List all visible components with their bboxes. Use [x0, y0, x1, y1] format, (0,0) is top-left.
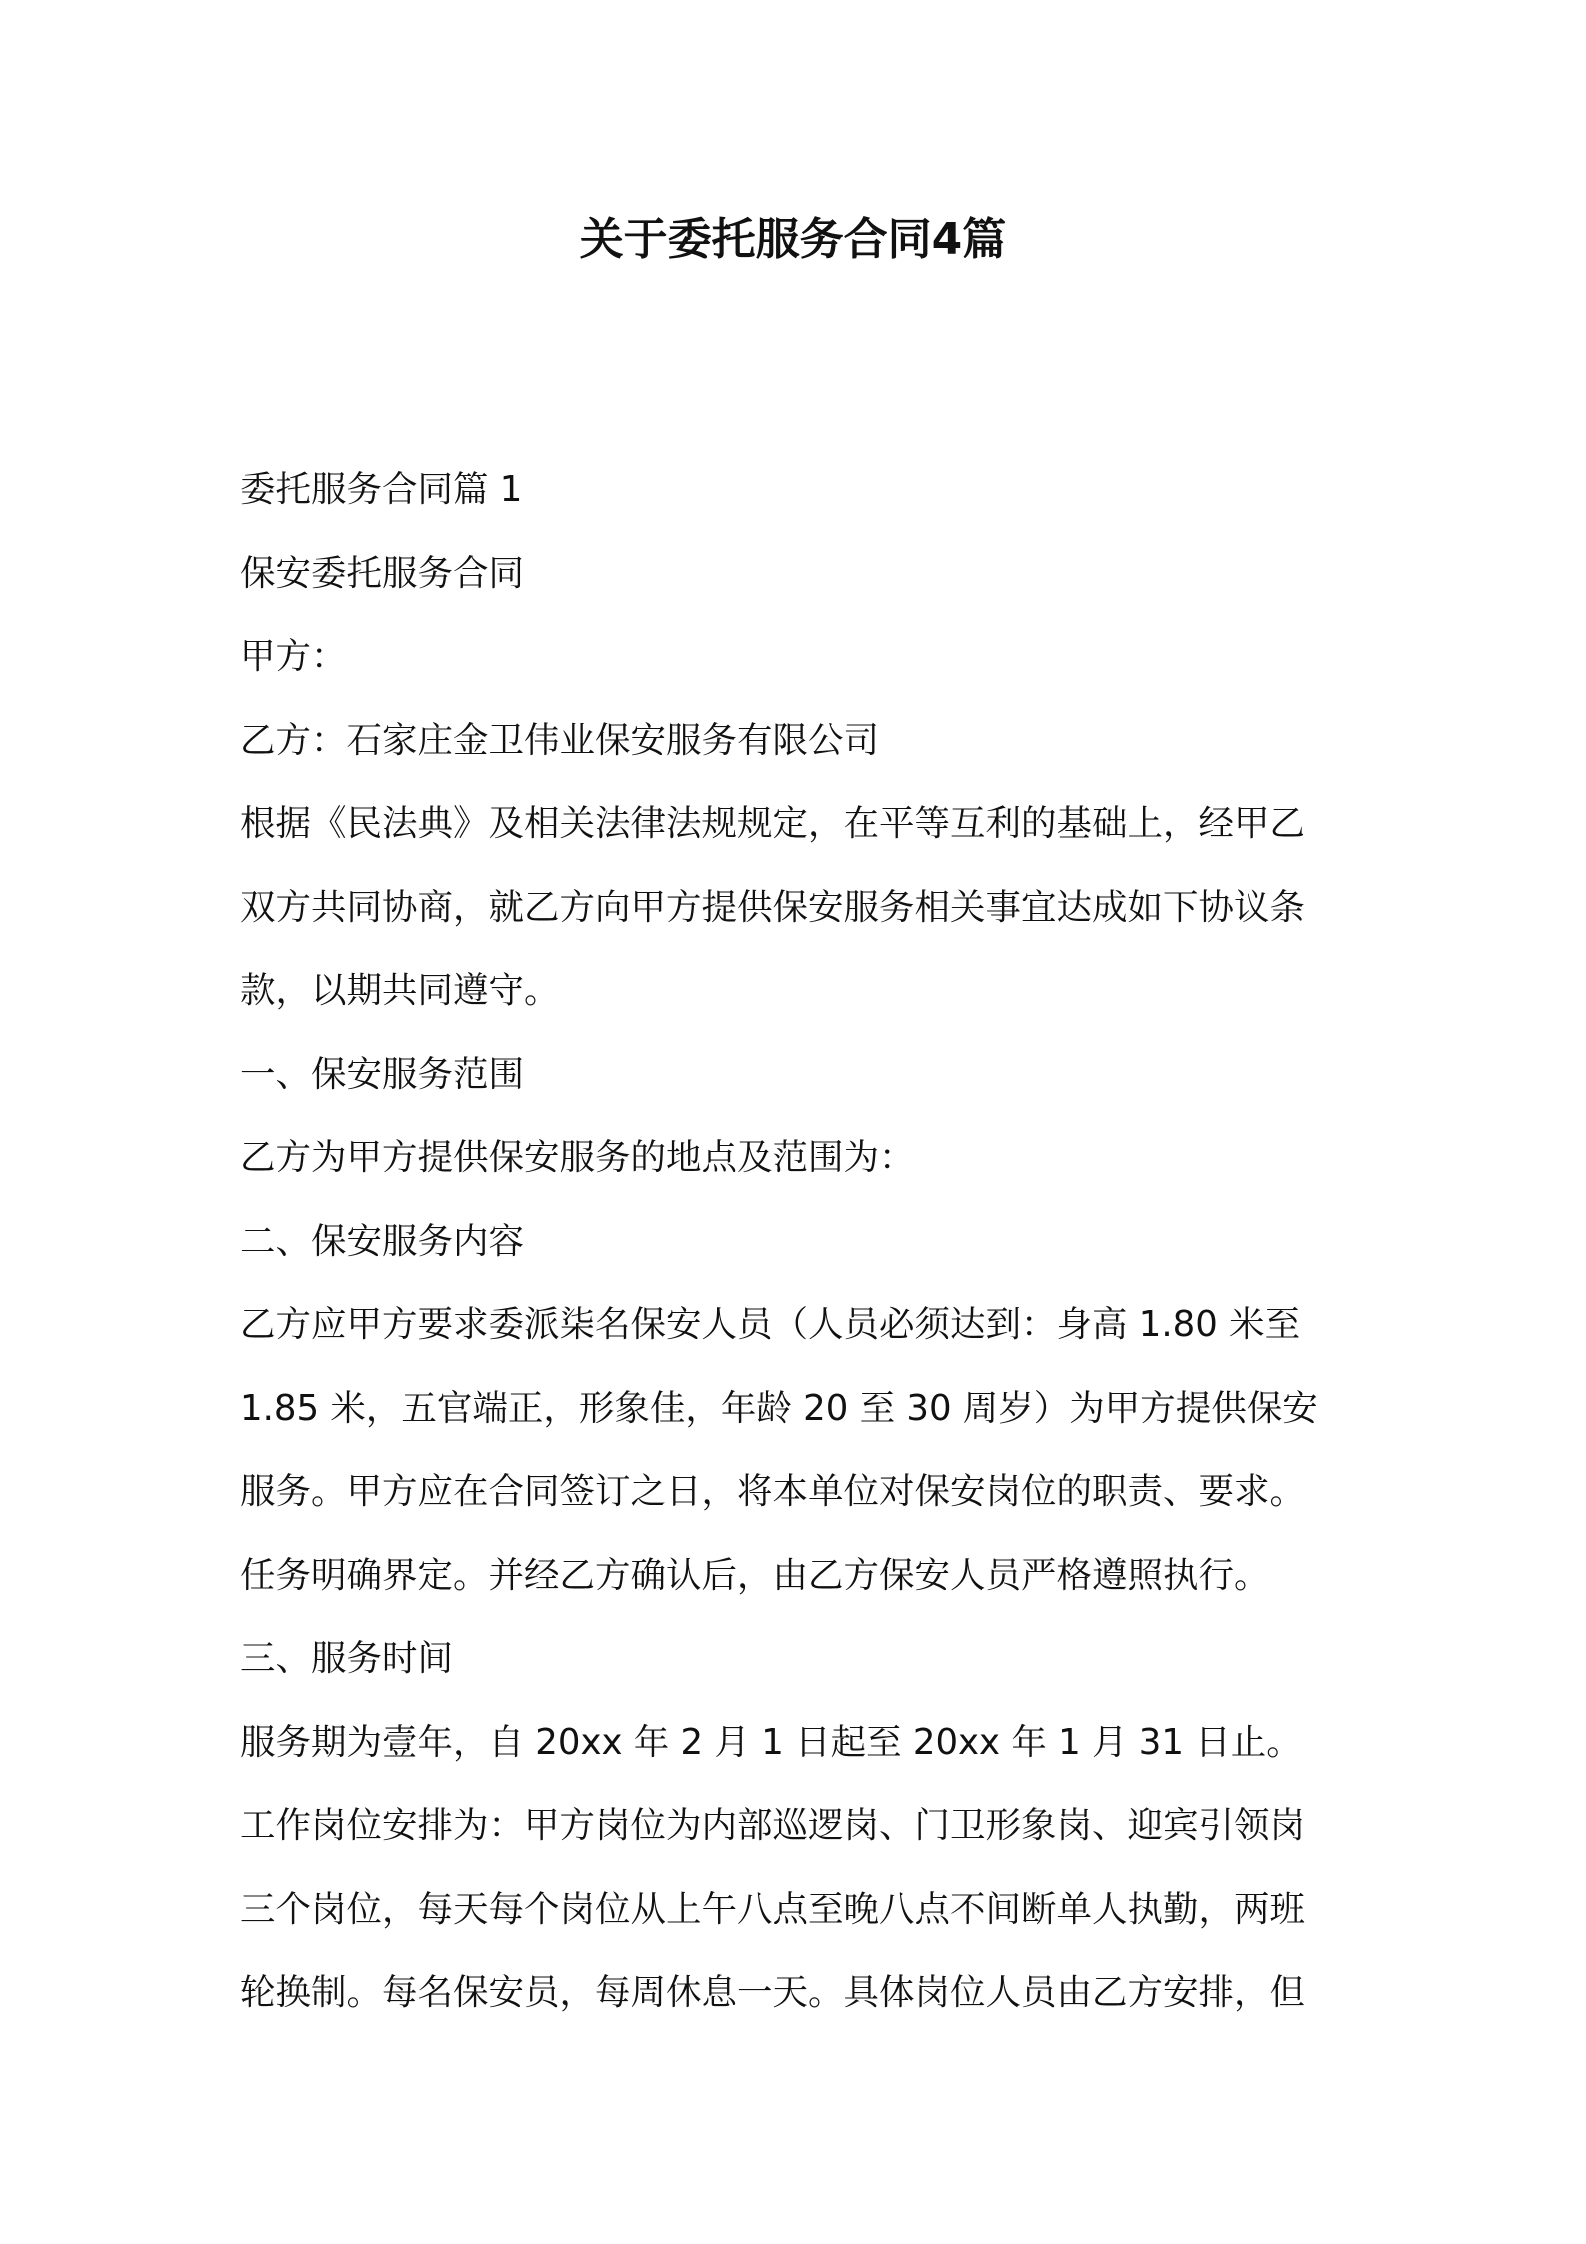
body-line: 双方共同协商，就乙方向甲方提供保安服务相关事宜达成如下协议条	[240, 886, 1306, 928]
body-line: 款，以期共同遵守。	[240, 970, 560, 1011]
party-b-line: 乙方：石家庄金卫伟业保安服务有限公司	[240, 719, 880, 761]
document-body	[240, 448, 1350, 2035]
clause-heading: 一、保安服务范围	[240, 1053, 525, 1095]
body-line: 服务期为壹年，自 20xx 年 2 月 1 日起至 20xx 年 1 月 31 日止。	[240, 1721, 1302, 1763]
body-line: 轮换制。每名保安员，每周休息一天。具体岗位人员由乙方安排，但	[240, 1972, 1306, 2013]
clause-heading: 三、服务时间	[240, 1638, 454, 1679]
body-line: 乙方应甲方要求委派柒名保安人员（人员必须达到：身高 1.80 米至	[240, 1304, 1301, 1345]
party-a-line: 甲方：	[240, 636, 347, 677]
section-heading: 委托服务合同篇 1	[240, 469, 523, 510]
body-line: 工作岗位安排为：甲方岗位为内部巡逻岗、门卫形象岗、迎宾引领岗	[240, 1805, 1306, 1846]
body-line: 服务。甲方应在合同签订之日，将本单位对保安岗位的职责、要求。	[240, 1471, 1306, 1512]
body-line: 三个岗位，每天每个岗位从上午八点至晚八点不间断单人执勤，两班	[240, 1888, 1306, 1930]
body-line: 1.85 米，五官端正，形象佳，年龄 20 至 30 周岁）为甲方提供保安	[240, 1387, 1318, 1429]
document-title: 关于委托服务合同4篇	[579, 214, 1007, 265]
body-line: 根据《民法典》及相关法律法规规定，在平等互利的基础上，经甲乙	[240, 803, 1306, 844]
body-line: 乙方为甲方提供保安服务的地点及范围为：	[240, 1137, 915, 1178]
contract-title: 保安委托服务合同	[240, 552, 525, 594]
body-line: 任务明确界定。并经乙方确认后，由乙方保安人员严格遵照执行。	[240, 1554, 1270, 1596]
clause-heading: 二、保安服务内容	[240, 1220, 525, 1262]
